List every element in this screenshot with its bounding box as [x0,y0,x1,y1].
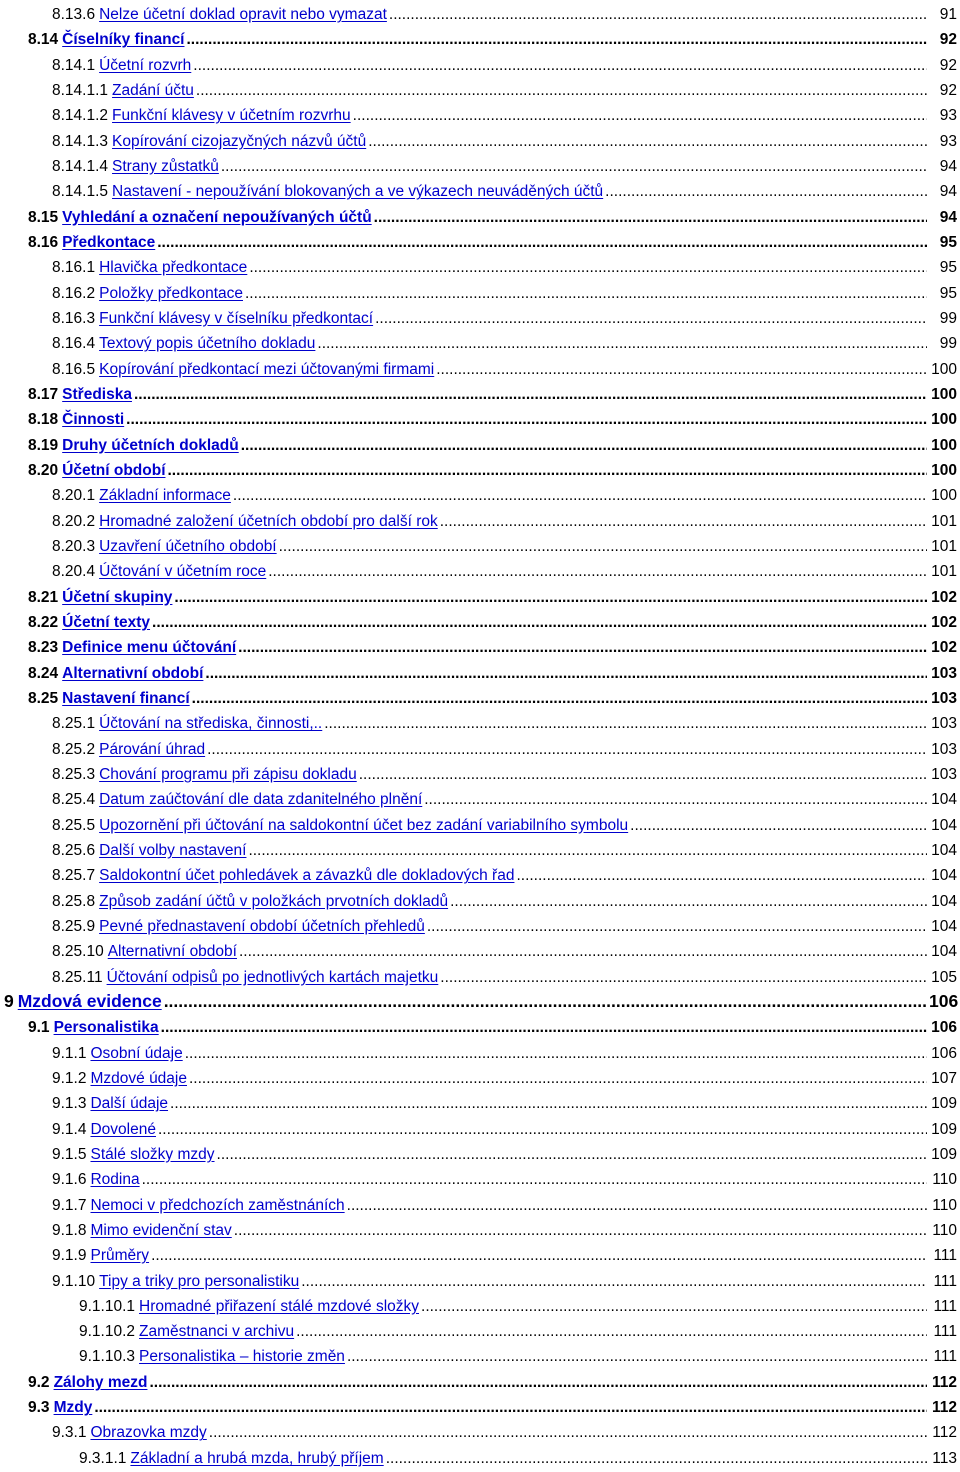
toc-entry-number: 8.14.1.4 [52,157,109,175]
toc-entry-number: 8.25.4 [52,791,96,809]
toc-page-number: 93 [939,132,957,150]
dot-leader [233,487,927,504]
toc-page-number: 109 [931,1120,957,1138]
toc-page-number: 94 [939,183,957,201]
toc-entry-number: 8.21 [28,588,59,606]
toc-entry-link[interactable]: Zadání účtu [112,81,194,99]
dot-leader [368,133,927,150]
toc-entry[interactable] [0,1138,957,1163]
toc-entry-link[interactable]: Textový popis účetního dokladu [99,335,316,353]
toc-entry[interactable] [0,733,957,758]
toc-entry[interactable] [0,277,957,302]
toc-entry[interactable] [0,49,957,74]
dot-leader [207,741,927,758]
dot-leader [158,1121,927,1138]
toc-entry[interactable] [0,353,957,378]
dot-leader [375,310,927,327]
toc-entry[interactable] [0,581,957,606]
toc-entry-number: 8.16.1 [52,259,96,277]
toc-entry-link[interactable]: Hromadné založení účetních období pro další rok [99,512,438,530]
toc-entry[interactable] [0,555,957,580]
toc-entry-number: 9.1.6 [52,1171,87,1189]
toc-entry[interactable] [0,1290,957,1315]
toc-entry[interactable] [0,150,957,175]
toc-page-number: 106 [931,1044,957,1062]
toc-page-number: 104 [931,943,957,961]
toc-entry-link[interactable]: Účtování odpisů po jednotlivých kartách majetku [106,968,439,986]
toc-entry[interactable] [0,251,957,276]
toc-entry-link[interactable]: Předkontace [62,233,156,251]
toc-entry-link[interactable]: Pevné přednastavení období účetních přehledů [99,917,425,935]
toc-entry-number: 8.17 [28,385,59,403]
toc-page-number: 94 [939,157,957,175]
toc-entry-number: 8.16.3 [52,309,96,327]
toc-entry[interactable] [0,1366,957,1391]
toc-entry-link[interactable]: Chování programu při zápisu dokladu [99,765,357,783]
toc-entry[interactable] [0,834,957,859]
toc-page-number: 101 [931,563,957,581]
toc-entry[interactable] [0,454,957,479]
toc-entry-link[interactable]: Další údaje [90,1095,169,1113]
toc-entry-number: 9.1.2 [52,1069,87,1087]
toc-entry[interactable] [0,0,957,23]
dot-leader [248,842,927,859]
toc-entry[interactable] [0,530,957,555]
toc-page-number: 112 [931,1373,957,1391]
toc-entry-number: 8.20.3 [52,537,96,555]
toc-page-number: 102 [931,639,957,657]
dot-leader [245,285,927,302]
toc-entry[interactable] [0,935,957,960]
toc-entry[interactable] [0,910,957,935]
toc-entry-link[interactable]: Personalistika [53,1019,159,1037]
toc-page-number: 104 [931,816,957,834]
dot-leader [436,361,927,378]
dot-leader [296,1323,927,1340]
dot-leader [317,335,927,352]
toc-entry-number: 8.25.7 [52,867,96,885]
toc-entry-number: 8.16.5 [52,360,96,378]
toc-page-number: 102 [931,613,957,631]
toc-entry-number: 9.1.3 [52,1095,87,1113]
toc-entry-number: 8.14.1.1 [52,81,109,99]
toc-entry-number: 9.3 [28,1399,50,1417]
toc-page-number: 109 [931,1145,957,1163]
toc-page-number: 104 [931,892,957,910]
dot-leader [189,1070,927,1087]
toc-entry-link[interactable]: Základní a hrubá mzda, hrubý příjem [130,1449,384,1467]
toc-page-number: 92 [939,31,957,49]
dot-leader [389,6,927,23]
toc-page-number: 111 [933,1323,957,1341]
toc-entry[interactable] [0,885,957,910]
toc-entry-number: 8.23 [28,639,59,657]
toc-entry-number: 8.20.2 [52,512,96,530]
toc-entry[interactable] [0,961,957,986]
toc-entry-link[interactable]: Alternativní období [62,664,204,682]
toc-entry-number: 8.20 [28,461,59,479]
dot-leader [605,183,927,200]
toc-entry[interactable] [0,125,957,150]
toc-entry-link[interactable]: Hromadné přiřazení stálé mzdové složky [139,1297,420,1315]
toc-entry-link[interactable]: Základní informace [99,487,231,505]
toc-entry[interactable] [0,606,957,631]
toc-page-number: 100 [931,487,957,505]
toc-entry-number: 9.1.10 [52,1272,96,1290]
dot-leader [386,1450,927,1467]
toc-entry-number: 8.13.6 [52,6,96,23]
toc-entry-number: 9.1.9 [52,1247,87,1265]
toc-entry-number: 8.25.10 [52,943,104,961]
toc-entry-number: 8.25.3 [52,765,96,783]
toc-entry[interactable] [0,429,957,454]
dot-leader [193,57,927,74]
toc-entry[interactable] [0,809,957,834]
toc-entry-link[interactable]: Personalistika – historie změn [139,1348,345,1366]
dot-leader [630,817,927,834]
toc-entry[interactable] [0,783,957,808]
toc-entry[interactable] [0,631,957,656]
toc-entry[interactable] [0,1239,957,1264]
dot-leader [196,82,927,99]
toc-page-number: 103 [931,715,957,733]
toc-entry-link[interactable]: Hlavička předkontace [99,259,248,277]
toc-page-number: 105 [931,968,957,986]
toc-entry-link[interactable]: Mimo evidenční stav [90,1221,232,1239]
toc-page-number: 95 [939,284,957,302]
dot-leader [161,1019,927,1036]
toc-entry[interactable] [0,1087,957,1112]
dot-leader [238,639,927,656]
toc-entry[interactable] [0,859,957,884]
toc-entry[interactable] [0,74,957,99]
toc-page-number: 92 [939,81,957,99]
dot-leader [347,1197,927,1214]
toc-entry-number: 8.14.1.3 [52,132,109,150]
toc-page-number: 100 [931,385,957,403]
dot-leader [279,538,927,555]
toc-entry-number: 9.1.10.2 [79,1323,136,1341]
toc-page-number: 103 [931,689,957,707]
dot-leader [152,614,927,631]
dot-leader [168,462,928,479]
toc-entry-link[interactable]: Datum zaúčtování dle data zdanitelného plnění [99,791,423,809]
dot-leader [149,1374,927,1391]
toc-page-number: 104 [931,917,957,935]
toc-entry-number: 9.1.4 [52,1120,87,1138]
toc-entry-number: 9.3.1 [52,1424,87,1442]
dot-leader [440,969,927,986]
toc-entry-link[interactable]: Účetní skupiny [62,588,173,606]
toc-entry[interactable] [0,758,957,783]
toc-entry-number: 9.1.8 [52,1221,87,1239]
toc-entry-link[interactable]: Nastavení financí [62,689,190,707]
toc-page-number: 95 [939,233,957,251]
toc-entry-link[interactable]: Účetní rozvrh [99,56,192,74]
toc-entry-number: 8.25.6 [52,841,96,859]
toc-entry-link[interactable]: Položky předkontace [99,284,243,302]
toc-entry-number: 8.25.11 [52,968,103,986]
dot-leader [187,31,928,48]
toc-entry[interactable] [0,1011,957,1036]
dot-leader [174,589,927,606]
dot-leader [164,992,927,1011]
toc-page-number: 95 [939,259,957,277]
toc-entry-number: 9.1.10.3 [79,1348,136,1366]
toc-entry[interactable] [0,707,957,732]
toc-entry[interactable] [0,403,957,428]
toc-page-number: 111 [933,1297,957,1315]
toc-entry[interactable] [0,1062,957,1087]
toc-page-number: 106 [931,1019,957,1037]
dot-leader [217,1146,927,1163]
dot-leader [353,107,927,124]
toc-entry[interactable] [0,1163,957,1188]
toc-entry-link[interactable]: Číselníky financí [62,31,185,49]
dot-leader [157,234,927,251]
toc-entry-number: 8.25.2 [52,740,96,758]
toc-entry-number: 8.14.1.2 [52,107,109,125]
dot-leader [421,1298,927,1315]
dot-leader [516,867,927,884]
toc-entry-number: 8.20.1 [52,487,96,505]
toc-entry-link[interactable]: Způsob zadání účtů v položkách prvotních dokladů [99,892,449,910]
toc-entry-number: 8.19 [28,436,59,454]
toc-entry-link[interactable]: Osobní údaje [90,1044,183,1062]
dot-leader [126,411,927,428]
toc-entry-link[interactable]: Rodina [90,1171,140,1189]
dot-leader [374,209,927,226]
toc-entry-link[interactable]: Tipy a triky pro personalistiku [99,1272,300,1290]
toc-page-number: 111 [933,1348,957,1366]
toc-entry[interactable] [0,682,957,707]
toc-entry[interactable] [0,1416,957,1441]
toc-page-number: 100 [931,360,957,378]
toc-entry-number: 9 [4,990,14,1011]
toc-entry-link[interactable]: Párování úhrad [99,740,206,758]
toc-entry-number: 8.16 [28,233,59,251]
dot-leader [221,158,927,175]
dot-leader [241,437,927,454]
dot-leader [301,1273,927,1290]
toc-entry[interactable] [0,1037,957,1062]
toc-entry[interactable] [0,175,957,200]
toc-entry[interactable] [0,99,957,124]
toc-entry-number: 9.3.1.1 [79,1449,127,1467]
toc-entry[interactable] [0,479,957,504]
dot-leader [134,386,927,403]
toc-page-number: 103 [931,664,957,682]
dot-leader [359,766,927,783]
dot-leader [347,1348,927,1365]
toc-entry-link[interactable]: Definice menu účtování [62,639,237,657]
toc-page-number: 104 [931,841,957,859]
toc-entry-link[interactable]: Nastavení - nepoužívání blokovaných a ve výkazech neuváděných účtů [112,183,604,201]
toc-entry-number: 8.24 [28,664,59,682]
dot-leader [209,1424,927,1441]
toc-entry-link[interactable]: Účetní období [62,461,166,479]
toc-entry-link[interactable]: Upozornění při účtování na saldokontní účet bez zadání variabilního symbolu [99,816,629,834]
dot-leader [185,1045,927,1062]
toc-entry-number: 8.22 [28,613,59,631]
toc-entry[interactable] [0,1315,957,1340]
toc-entry-number: 8.20.4 [52,563,96,581]
toc-page-number: 101 [931,512,957,530]
toc-page-number: 106 [929,990,959,1011]
toc-entry[interactable] [0,23,957,48]
toc-entry-number: 9.1.10.1 [79,1297,136,1315]
toc-page-number: 112 [932,1424,957,1442]
toc-entry-number: 8.25.8 [52,892,96,910]
dot-leader [324,715,927,732]
dot-leader [142,1171,927,1188]
toc-entry[interactable] [0,327,957,352]
toc-entry-number: 9.2 [28,1373,50,1391]
toc-page-number: 107 [931,1069,957,1087]
toc-page-number: 112 [931,1399,957,1417]
toc-entry-link[interactable]: Činnosti [62,411,125,429]
toc-entry-link[interactable]: Účtování v účetním roce [99,563,267,581]
toc-entry-link[interactable]: Alternativní období [107,943,237,961]
toc-entry-link[interactable]: Mzdová evidence [17,990,162,1011]
toc-entry[interactable] [0,505,957,530]
toc-entry[interactable] [0,302,957,327]
dot-leader [151,1247,927,1264]
toc-page-number: 111 [933,1247,957,1265]
toc-entry[interactable] [0,1113,957,1138]
toc-page-number: 110 [932,1171,957,1189]
toc-entry-number: 9.1.5 [52,1145,87,1163]
dot-leader [249,259,927,276]
toc-page-number: 91 [939,6,957,23]
toc-entry-number: 8.25 [28,689,59,707]
toc-page-number: 104 [931,791,957,809]
toc-entry-number: 9.1.7 [52,1196,87,1214]
dot-leader [170,1095,927,1112]
toc-entry[interactable] [0,1189,957,1214]
toc-entry[interactable] [0,226,957,251]
toc-page-number: 99 [939,309,957,327]
toc-entry-number: 8.14.1 [52,56,96,74]
toc-entry-link[interactable]: Uzavření účetního období [99,537,277,555]
toc-entry[interactable] [0,1391,957,1416]
toc-entry-link[interactable]: Funkční klávesy v účetním rozvrhu [112,107,351,125]
toc-entry[interactable] [0,1442,957,1467]
toc-entry-link[interactable]: Kopírování předkontací mezi účtovanými firmami [99,360,435,378]
toc-entry-number: 9.1.1 [52,1044,87,1062]
toc-entry-link[interactable]: Zaměstnanci v archivu [139,1323,295,1341]
toc-entry-link[interactable]: Nelze účetní doklad opravit nebo vymazat [99,6,387,23]
dot-leader [268,563,927,580]
dot-leader [234,1222,927,1239]
toc-entry-link[interactable]: Střediska [62,385,132,403]
toc-entry-link[interactable]: Kopírování cizojazyčných názvů účtů [112,132,367,150]
toc-entry[interactable] [0,378,957,403]
dot-leader [94,1399,927,1416]
toc-page-number: 94 [939,208,957,226]
toc-entry-link[interactable]: Vyhledání a označení nepoužívaných účtů [62,208,372,226]
toc-page-number: 104 [931,867,957,885]
toc-page-number: 100 [931,461,957,479]
toc-entry-number: 8.14.1.5 [52,183,109,201]
toc-entry[interactable] [0,201,957,226]
toc-page-number: 111 [933,1272,957,1290]
toc-entry-link[interactable]: Funkční klávesy v číselníku předkontací [99,309,374,327]
toc-entry[interactable] [0,986,957,1011]
toc-entry-link[interactable]: Další volby nastavení [99,841,247,859]
toc-entry-number: 9.1 [28,1019,50,1037]
toc-entry[interactable] [0,1265,957,1290]
toc-entry-link[interactable]: Nemoci v předchozích zaměstnáních [90,1196,345,1214]
toc-entry-number: 8.25.9 [52,917,96,935]
toc-entry-link[interactable]: Účtování na střediska, činnosti,.. [99,715,323,733]
toc-entry-link[interactable]: Saldokontní účet pohledávek a závazků dle dokladových řad [99,867,515,885]
dot-leader [239,943,927,960]
toc-entry-number: 8.25.5 [52,816,96,834]
toc-page-number: 101 [931,537,957,555]
toc-entry-number: 8.16.4 [52,335,96,353]
toc-entry-link[interactable]: Druhy účetních dokladů [62,436,239,454]
toc-entry[interactable] [0,1214,957,1239]
toc-page-number: 103 [931,765,957,783]
toc-entry-link[interactable]: Mzdové údaje [90,1069,187,1087]
toc-page-number: 113 [932,1449,957,1467]
toc-entry-link[interactable]: Stálé složky mzdy [90,1145,215,1163]
toc-entry-number: 8.25.1 [52,715,96,733]
toc-entry-link[interactable]: Dovolené [90,1120,156,1138]
dot-leader [427,918,927,935]
toc-page-number: 92 [939,56,957,74]
dot-leader [205,665,927,682]
toc-page-number: 100 [931,436,957,454]
toc-entry-link[interactable]: Průměry [90,1247,150,1265]
toc-page-number: 102 [931,588,957,606]
toc-page-number: 110 [932,1221,957,1239]
toc-entry-number: 8.14 [28,31,59,49]
toc-page-number: 103 [931,740,957,758]
toc-entry-number: 8.16.2 [52,284,96,302]
dot-leader [440,513,927,530]
toc-page-number: 110 [932,1196,957,1214]
toc-page-number: 100 [931,411,957,429]
dot-leader [192,690,927,707]
toc-entry-number: 8.18 [28,411,59,429]
toc-page-number: 93 [939,107,957,125]
toc-entry-link[interactable]: Strany zůstatků [112,157,219,175]
dot-leader [450,893,927,910]
toc-entry[interactable] [0,1340,957,1365]
toc-page-number: 99 [939,335,957,353]
toc-entry[interactable] [0,657,957,682]
toc-entry-number: 8.15 [28,208,59,226]
toc-entry-link[interactable]: Mzdy [53,1399,93,1417]
dot-leader [424,791,927,808]
toc-page-number: 109 [931,1095,957,1113]
toc-entry-link[interactable]: Zálohy mezd [53,1373,148,1391]
toc-entry-link[interactable]: Obrazovka mzdy [90,1424,207,1442]
toc-entry-link[interactable]: Účetní texty [62,613,151,631]
